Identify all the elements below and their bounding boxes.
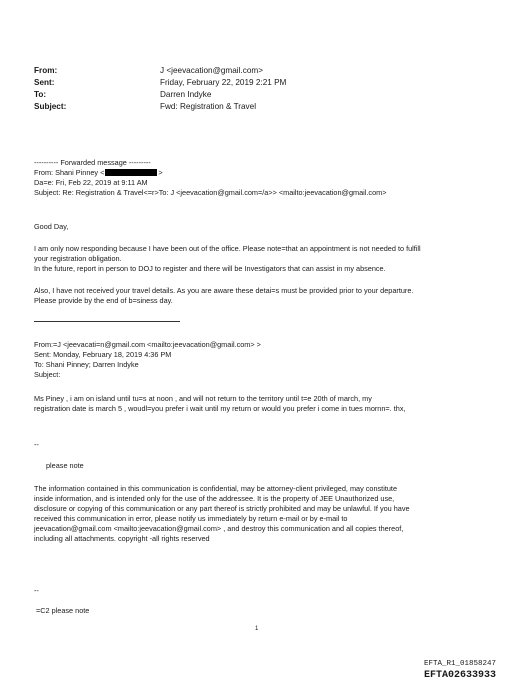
original-subject: Subject: xyxy=(34,370,61,379)
reply-p1-line3: In the future, report in person to DOJ to register and there will be Investigators that can assist in my absence. xyxy=(34,264,386,273)
reply-p2-line2: Please provide by the end of b=siness day. xyxy=(34,296,173,305)
sent-label: Sent: xyxy=(34,78,55,87)
forwarded-marker: ---------- Forwarded message --------- xyxy=(34,158,151,167)
reply-p1-line2: your registration obligation. xyxy=(34,254,122,263)
disclaimer-line6: including all attachments. copyright -all rights reserved xyxy=(34,534,210,543)
to-value: Darren Indyke xyxy=(160,90,212,99)
disclaimer-line3: disclosure or copying of this communication or any part thereof is strictly prohibited and may be unlawful. If you have xyxy=(34,504,410,513)
signature-note: please note xyxy=(46,461,84,470)
original-sent: Sent: Monday, February 18, 2019 4:36 PM xyxy=(34,350,172,359)
separator-rule xyxy=(34,321,180,322)
page-number: 1 xyxy=(255,626,259,632)
original-body-line2: registration date is march 5 , woudl=you prefer i wait until my return or would you prefer i come in tues mornn=. thx, xyxy=(34,404,406,413)
subject-label: Subject: xyxy=(34,102,67,111)
disclaimer-line4: received this communication in error, please notify us immediately by return e-mail or by e-mail to xyxy=(34,514,348,523)
sent-value: Friday, February 22, 2019 2:21 PM xyxy=(160,78,287,87)
forwarded-from-suffix: > xyxy=(158,168,163,177)
forwarded-subject: Subject: Re: Registration & Travel<=r>To: J <jeevacation@gmail.com=/a>> <mailto:jeevacation@gmail.com> xyxy=(34,188,387,197)
signature-dashes: -- xyxy=(34,440,39,449)
signature2-note: =C2 please note xyxy=(36,606,90,615)
original-from: From:=J <jeevacati=n@gmail.com <mailto:jeevacation@gmail.com> > xyxy=(34,340,261,349)
from-value: J <jeevacation@gmail.com> xyxy=(160,66,263,75)
disclaimer-line1: The information contained in this communication is confidential, may be attorney-client privileged, may constitute xyxy=(34,484,397,493)
footer-bates-secondary: EFTA02633933 xyxy=(423,670,496,681)
disclaimer-line5: jeevacation@gmail.com <mailto:jeevacation@gmail.com> , and destroy this communication and all copies thereof, xyxy=(34,524,404,533)
greeting: Good Day, xyxy=(34,222,69,231)
to-label: To: xyxy=(34,90,47,99)
disclaimer-line2: inside information, and is intended only for the use of the addressee. It is the property of JEE Unauthorized use, xyxy=(34,494,395,503)
original-body-line1: Ms Piney , i am on island until tu=s at noon , and will not return to the territory until t=e 20th of march, my xyxy=(34,394,372,403)
subject-value: Fwd: Registration & Travel xyxy=(160,102,257,111)
footer-bates-primary: EFTA_R1_01858247 xyxy=(423,660,496,668)
reply-p2-line1: Also, I have not received your travel details. As you are aware these detai=s must be provided prior to your departure. xyxy=(34,286,414,295)
redaction-bar xyxy=(105,169,157,176)
forwarded-from xyxy=(34,168,163,178)
reply-p1-line1: I am only now responding because I have been out of the office. Please note=that an appointment is not needed to fulfill xyxy=(34,244,421,253)
forwarded-date: Da=e: Fri, Feb 22, 2019 at 9:11 AM xyxy=(34,178,148,187)
from-label: From: xyxy=(34,66,58,75)
forwarded-from-prefix: From: Shani Pinney < xyxy=(34,168,105,177)
original-to: To: Shani Pinney; Darren Indyke xyxy=(34,360,139,369)
signature2-dashes: -- xyxy=(34,586,39,595)
